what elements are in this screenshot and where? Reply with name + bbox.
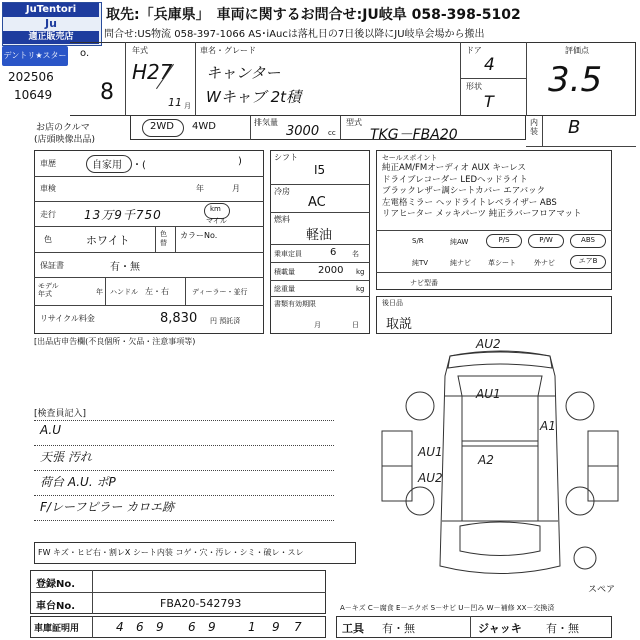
doc-month: 月 bbox=[314, 321, 321, 329]
load-label: 積載量 bbox=[274, 268, 295, 276]
tire-fl bbox=[406, 392, 434, 420]
interior-value: B bbox=[568, 117, 581, 138]
tire-fr bbox=[566, 392, 594, 420]
doc-label: 書類有効期限 bbox=[274, 300, 316, 308]
selling-points bbox=[382, 163, 581, 221]
after-value: 取説 bbox=[386, 317, 413, 332]
cert-digit: 9 bbox=[156, 620, 164, 634]
damage-mark: A1 bbox=[540, 419, 556, 433]
left-grid bbox=[34, 150, 264, 334]
recycle-value: 8,830 bbox=[160, 311, 198, 326]
mile-unit: マイル bbox=[206, 217, 227, 225]
logo bbox=[2, 2, 102, 46]
car-diagram bbox=[380, 336, 620, 586]
warranty-value: 有・無 bbox=[110, 262, 140, 273]
equip-pw: P/W bbox=[528, 234, 564, 248]
equip-abs: ABS bbox=[570, 234, 606, 248]
color-label: 色 bbox=[44, 235, 52, 244]
equip-tv: 純TV bbox=[412, 259, 429, 267]
fw-text: FW キズ・ヒビ右・割レX シート内装 コゲ・穴・汚レ・シミ・破レ・スレ bbox=[38, 548, 304, 557]
load-value: 2000 bbox=[318, 265, 344, 276]
cert-digit: 4 bbox=[116, 620, 124, 634]
rear-glass bbox=[460, 522, 540, 556]
name-label: 車名・グレード bbox=[200, 46, 256, 55]
cert-digit: 1 bbox=[248, 620, 256, 634]
shape-label: 形状 bbox=[466, 82, 482, 91]
shift-value: I5 bbox=[314, 163, 326, 177]
history-dot: ・( bbox=[132, 160, 146, 171]
recycle-unit: 円 預託済 bbox=[210, 317, 241, 325]
history-value: 自家用 bbox=[92, 160, 122, 171]
remark-line: 荷台 A.U. ポP bbox=[40, 475, 116, 489]
history-label: 車歴 bbox=[40, 159, 56, 168]
name-value2: Wキャブ 2t積 bbox=[206, 88, 302, 106]
no-label: o. bbox=[80, 48, 90, 59]
logo-sub2: 適正販売店 bbox=[3, 31, 99, 44]
history-close: ) bbox=[238, 156, 242, 167]
car-outline bbox=[440, 351, 560, 574]
dealer-label: ディーラー・並行 bbox=[192, 288, 248, 296]
handle-label: ハンドル bbox=[110, 288, 138, 296]
color-change: 色替 bbox=[160, 230, 167, 247]
cert-digit: 6 bbox=[188, 620, 196, 634]
chassis-value: FBA20-542793 bbox=[160, 597, 242, 610]
logo-top: JuTentori bbox=[3, 3, 99, 17]
equip-ext-navi: 外ナビ bbox=[534, 259, 555, 267]
km-unit: km bbox=[210, 205, 221, 213]
equip-aw: 純AW bbox=[450, 238, 469, 246]
equip-navi: 純ナビ bbox=[450, 259, 471, 267]
doc-day: 日 bbox=[352, 321, 359, 329]
mileage-label: 走行 bbox=[40, 210, 56, 219]
displacement-value: 3000 bbox=[286, 124, 320, 139]
spare-label: スペア bbox=[588, 585, 616, 595]
navi-label: ナビ型番 bbox=[410, 279, 438, 287]
damage-mark: AU1 bbox=[476, 387, 501, 401]
badge: デントリ★スター bbox=[2, 46, 68, 66]
legend: A－キズ C－腐食 E－エクボ S－サビ U－凹み W－補修 XX－交換済 bbox=[340, 604, 555, 612]
mileage-value: 13万9千750 bbox=[84, 208, 162, 222]
tools-value: 有・無 bbox=[382, 622, 415, 635]
selling-point: 純正AM/FMオーディオ AUX キーレス bbox=[382, 163, 526, 173]
remark-line: 天張 汚れ bbox=[40, 450, 92, 464]
inspection-month: 月 bbox=[232, 184, 240, 193]
cert-digit: 6 bbox=[136, 620, 144, 634]
inspector-label: [検査員記入] bbox=[34, 409, 87, 419]
header-line2: 問合せ:US物流 058-397-1066 AS･iAucは落札日の7日後以降にJU岐阜会場から搬出 bbox=[104, 29, 485, 40]
no-value: 8 bbox=[100, 80, 114, 105]
cab-roof bbox=[462, 396, 538, 441]
header-line1: 取先:「兵庫県」 車両に関するお問合せ:JU岐阜 058-398-5102 bbox=[106, 7, 521, 23]
drive-2wd: 2WD bbox=[150, 121, 174, 132]
year-label: 年式 bbox=[132, 46, 148, 55]
selling-label: セールスポイント bbox=[382, 154, 438, 162]
remark-line: A.U bbox=[40, 423, 62, 437]
cert-digit: 9 bbox=[208, 620, 216, 634]
after-label: 後日品 bbox=[382, 299, 403, 307]
load-unit: kg bbox=[356, 268, 365, 276]
jack-value: 有・無 bbox=[546, 622, 579, 635]
lot-id-1: 202506 bbox=[8, 70, 54, 84]
inspection-label: 車検 bbox=[40, 184, 56, 193]
gross-unit: kg bbox=[356, 285, 365, 293]
year-value: H27 bbox=[132, 60, 173, 84]
name-value1: キャンター bbox=[206, 64, 281, 82]
equip-leather: 革シート bbox=[488, 259, 516, 267]
tools-label: 工具 bbox=[342, 622, 364, 635]
damage-mark: AU1 bbox=[418, 445, 443, 459]
shape-value: T bbox=[484, 92, 494, 111]
cc-unit: cc bbox=[328, 129, 336, 137]
inspection-year: 年 bbox=[196, 184, 204, 193]
declare-label: [出品店申告欄(不良個所・欠品・注意事項等) bbox=[34, 337, 196, 346]
displacement-label: 排気量 bbox=[254, 118, 278, 127]
model-value: TKG－FBA20 bbox=[370, 127, 458, 143]
equip-ps: P/S bbox=[486, 234, 522, 248]
model-year-unit: 年 bbox=[96, 288, 103, 296]
cargo-bed bbox=[462, 446, 538, 521]
selling-point: リアヒーター メッキパーツ 純正ラバーフロアマット bbox=[382, 209, 582, 219]
damage-mark: AU2 bbox=[476, 337, 501, 351]
shop-car-sub: (店頭映像出品) bbox=[34, 135, 96, 145]
selling-point: 左電格ミラー ヘッドライトレベライザー ABS bbox=[382, 197, 557, 208]
month-value: 11 bbox=[168, 96, 182, 109]
door-label: ドア bbox=[466, 46, 482, 55]
shop-car: お店のクルマ bbox=[36, 123, 90, 133]
chassis-label: 車台No. bbox=[36, 601, 76, 612]
selling-point: ブラックレザー調シートカバー エアバック bbox=[382, 186, 546, 196]
fuel-label: 燃料 bbox=[274, 215, 290, 224]
damage-mark: AU2 bbox=[418, 471, 443, 485]
jack-label: ジャッキ bbox=[478, 622, 522, 635]
lot-id-2: 10649 bbox=[14, 88, 53, 102]
damage-mark: A2 bbox=[478, 453, 494, 467]
drive-4wd: 4WD bbox=[192, 121, 216, 132]
gross-label: 総重量 bbox=[274, 285, 295, 293]
selling-point: ドライブレコーダー LEDヘッドライト bbox=[382, 174, 528, 185]
right-door bbox=[538, 396, 558, 521]
score-value: 3.5 bbox=[548, 60, 603, 100]
remark-line: F/レーフピラー カロエ跡 bbox=[40, 500, 175, 514]
reg-no-label: 登録No. bbox=[36, 579, 76, 590]
recycle-label: リサイクル料金 bbox=[40, 314, 95, 323]
left-door bbox=[442, 396, 462, 521]
handle-value: 左・右 bbox=[145, 287, 169, 296]
cert-label: 車庫証明用 bbox=[34, 624, 80, 634]
color-no: カラーNo. bbox=[180, 231, 218, 240]
equip-sr: S/R bbox=[412, 237, 424, 245]
ac-label: 冷房 bbox=[274, 187, 290, 196]
door-value: 4 bbox=[484, 55, 495, 75]
ac-value: AC bbox=[308, 195, 326, 210]
month-unit: 月 bbox=[184, 102, 191, 110]
model-label: 型式 bbox=[346, 118, 362, 127]
capacity-unit: 名 bbox=[352, 250, 359, 258]
cert-digit: 7 bbox=[294, 620, 302, 634]
capacity-value: 6 bbox=[330, 247, 337, 258]
logo-sub: Ju bbox=[45, 17, 57, 30]
capacity-label: 乗車定員 bbox=[274, 250, 302, 258]
equip-airbag: エアB bbox=[570, 255, 606, 269]
front-bumper bbox=[448, 352, 552, 368]
color-value: ホワイト bbox=[86, 234, 130, 247]
cert-digit: 9 bbox=[272, 620, 280, 634]
fuel-value: 軽油 bbox=[306, 228, 333, 243]
model-year-label: モデル年式 bbox=[38, 282, 59, 298]
shift-label: シフト bbox=[274, 153, 298, 162]
interior-label: 内装 bbox=[530, 118, 538, 136]
spare-tire bbox=[574, 547, 596, 569]
score-label: 評価点 bbox=[565, 46, 589, 55]
warranty-label: 保証書 bbox=[40, 261, 64, 270]
